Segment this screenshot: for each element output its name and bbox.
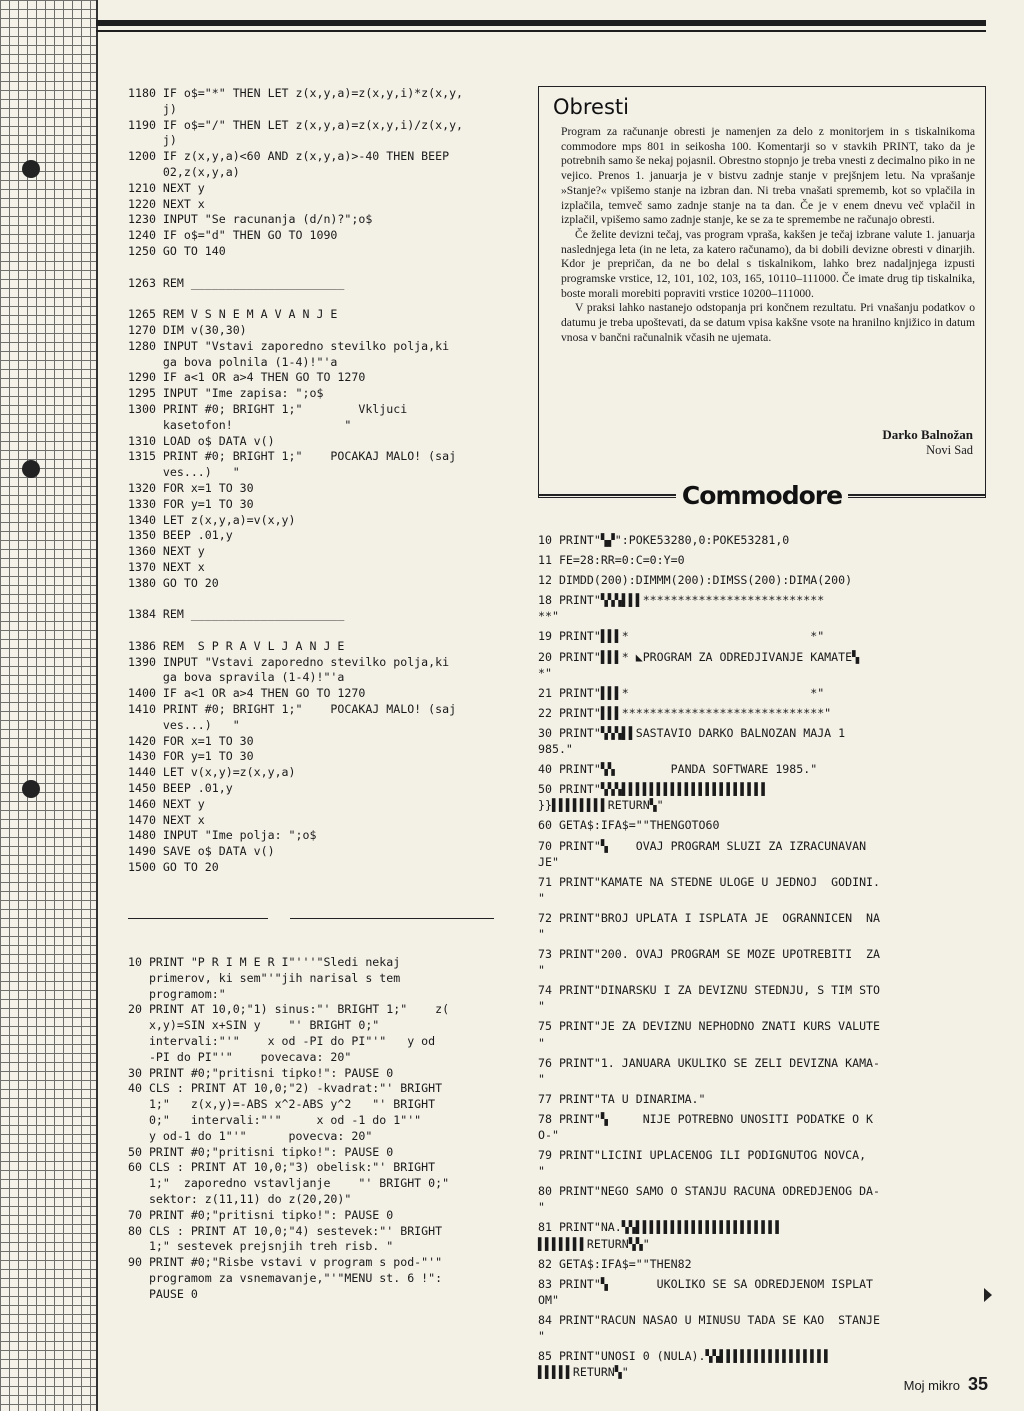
code-line: 0;" intervali:"'" x od -1 do 1"'" bbox=[128, 1112, 422, 1127]
magazine-name: Moj mikro bbox=[903, 1378, 960, 1393]
code-line: 81 PRINT"NA.▚▚▌▌▌▌▌▌▌▌▌▌▌▌▌▌▌▌▌▌▌▌▌ bbox=[538, 1220, 783, 1235]
code-line: 1500 GO TO 20 bbox=[128, 860, 219, 875]
code-line: 85 PRINT"UNOSI 0 (NULA).▚▚▌▌▌▌▌▌▌▌▌▌▌▌▌▌▌▌ bbox=[538, 1349, 832, 1364]
code-line: 1210 NEXT y bbox=[128, 180, 205, 195]
code-line: 1390 INPUT "Vstavi zaporedno stevilko polja,ki bbox=[128, 654, 450, 669]
code-line: 1220 NEXT x bbox=[128, 196, 205, 211]
article-author: Darko Balnožan bbox=[882, 427, 973, 442]
code-line: 1460 NEXT y bbox=[128, 796, 205, 811]
code-line: 1370 NEXT x bbox=[128, 559, 205, 574]
registration-dot bbox=[22, 460, 40, 478]
section-rule-left bbox=[538, 494, 676, 496]
code-line: ves...) " bbox=[128, 717, 240, 732]
section-rule-right bbox=[848, 494, 986, 496]
code-line: 1300 PRINT #0; BRIGHT 1;" Vkljuci bbox=[128, 401, 408, 416]
code-line: 1440 LET v(x,y)=z(x,y,a) bbox=[128, 765, 296, 780]
code-line: }}▌▌▌▌▌▌▌▌RETURN▚" bbox=[538, 798, 664, 813]
code-line: programom za vsnemavanje,"'"MENU st. 6 !": bbox=[128, 1270, 443, 1285]
code-line: " bbox=[538, 963, 545, 978]
code-line: 1;" sestevek prejsnjih treh risb. " bbox=[128, 1239, 394, 1254]
code-line: 72 PRINT"BROJ UPLATA I ISPLATA JE OGRANNICEN NA bbox=[538, 910, 881, 925]
code-line: 71 PRINT"KAMATE NA STEDNE ULOGE U JEDNOJ GODINI. bbox=[538, 874, 881, 889]
code-line: y od-1 do 1"'" povecva: 20" bbox=[128, 1128, 373, 1143]
code-line: 83 PRINT"▚ UKOLIKO SE SA ODREDJENOM ISPLAT bbox=[538, 1276, 874, 1291]
code-line: 1386 REM S P R A V L J A N J E bbox=[128, 638, 345, 653]
code-line: 18 PRINT"▚▚▚▌▌▌************************** bbox=[538, 593, 825, 608]
code-line: 1280 INPUT "Vstavi zaporedno stevilko polja,ki bbox=[128, 338, 450, 353]
page-footer bbox=[904, 1374, 988, 1395]
code-line: primerov, ki sem"'"jih narisal s tem bbox=[128, 970, 401, 985]
code-line: 70 PRINT"▚ OVAJ PROGRAM SLUZI ZA IZRACUNAVAN bbox=[538, 838, 867, 853]
code-line: 1310 LOAD o$ DATA v() bbox=[128, 433, 275, 448]
code-line: 1180 IF o$="*" THEN LET z(x,y,a)=z(x,y,i)*z(x,y, bbox=[128, 86, 464, 100]
code-line: 1265 REM V S N E M A V A N J E bbox=[128, 307, 338, 322]
top-rule-thick bbox=[96, 20, 986, 26]
section-label: Commodore bbox=[676, 481, 848, 510]
code-line: 80 CLS : PRINT AT 10,0;"4) sestevek:"' BRIGHT bbox=[128, 1223, 443, 1238]
code-line: OM" bbox=[538, 1292, 559, 1307]
continue-arrow-icon bbox=[984, 1288, 992, 1302]
code-line: ga bova spravila (1-4)!"'a bbox=[128, 670, 345, 685]
code-line: 80 PRINT"NEGO SAMO O STANJU RACUNA ODREDJENOG DA- bbox=[538, 1184, 881, 1199]
code-line: sektor: z(11,11) do z(20,20)" bbox=[128, 1191, 352, 1206]
article-paragraph: Program za računanje obresti je namenjen za delo z monitorjem in s tiskalnikoma commodore mps 801 in seikosha 100. Komentarji so v stavkih PRINT, tako da je potrebnih samo še nekaj pojasnil. Obrestno stopnjo je treba vnesti z decimalno piko in ne vejico. Prenos 1. januarja je v bistvu zadnje stanje v prejšnjem letu. Na vprašanje »Stanje?« vpišemo stanje na izbran dan. Ni treba vnašati sprememb, kot so vplačila in izplačila, temveč samo zadnje stanje na ta dan. Če je v enem dnevu več vplačil in izplačil, vpišemo samo zadnje stanje, ke se za te spremembe ne računajo obresti. bbox=[561, 125, 975, 227]
code-line: 60 CLS : PRINT AT 10,0;"3) obelisk:"' BRIGHT bbox=[128, 1160, 436, 1175]
code-line bbox=[128, 260, 463, 276]
code-line: 11 FE=28:RR=0:C=0:Y=0 bbox=[538, 553, 685, 568]
code-line: 1380 GO TO 20 bbox=[128, 575, 219, 590]
code-line: ▌▌▌▌▌RETURN▚" bbox=[538, 1365, 629, 1380]
code-line: 75 PRINT"JE ZA DEVIZNU NEPHODNO ZNATI KURS VALUTE bbox=[538, 1019, 881, 1034]
code-line: **" bbox=[538, 609, 559, 624]
listing-divider-left bbox=[128, 918, 268, 919]
code-line: 74 PRINT"DINARSKU I ZA DEVIZNU STEDNJU, S TIM STO bbox=[538, 983, 881, 998]
code-line: 1240 IF o$="d" THEN GO TO 1090 bbox=[128, 228, 338, 243]
article-body bbox=[561, 125, 975, 346]
code-line: JE" bbox=[538, 854, 559, 869]
code-line: 1420 FOR x=1 TO 30 bbox=[128, 733, 254, 748]
code-line: ga bova polnila (1-4)!"'a bbox=[128, 354, 338, 369]
article-paragraph: V praksi lahko nastanejo odstopanja pri končnem rezultatu. Pri vnašanju podatkov o datumu je treba upoštevati, da se datum vpisa kakšne vsote na hranilno knjižico in datum vnosa v bančni računalnik včasih ne ujemata. bbox=[561, 301, 975, 344]
page-number: 35 bbox=[967, 1374, 988, 1394]
code-line: 1470 NEXT x bbox=[128, 812, 205, 827]
code-line: 1490 SAVE o$ DATA v() bbox=[128, 844, 275, 859]
code-line: 02,z(x,y,a) bbox=[128, 164, 240, 179]
article-box bbox=[538, 86, 986, 498]
code-line: 78 PRINT"▚ NIJE POTREBNO UNOSITI PODATKE O K bbox=[538, 1111, 874, 1126]
code-line: " bbox=[538, 1200, 545, 1215]
code-line: 20 PRINT"▌▌▌* ◣PROGRAM ZA ODREDJIVANJE KAMATE▚ bbox=[538, 649, 860, 664]
code-line: 12 DIMDD(200):DIMMM(200):DIMSS(200):DIMA(200) bbox=[538, 573, 853, 588]
code-line: 1200 IF z(x,y,a)<60 AND z(x,y,a)>-40 THEN BEEP bbox=[128, 149, 450, 164]
code-line: 1360 NEXT y bbox=[128, 544, 205, 559]
code-line: 1295 INPUT "Ime zapisa: ";o$ bbox=[128, 386, 324, 401]
code-line: j) bbox=[128, 133, 177, 148]
code-line: 985." bbox=[538, 742, 573, 757]
code-line bbox=[128, 592, 463, 608]
code-line: 1290 IF a<1 OR a>4 THEN GO TO 1270 bbox=[128, 370, 366, 385]
code-line: 1350 BEEP .01,y bbox=[128, 528, 233, 543]
code-line: 40 PRINT"▚▚ PANDA SOFTWARE 1985." bbox=[538, 762, 818, 777]
code-line: ▌▌▌▌▌▌▌RETURN▚▚" bbox=[538, 1236, 650, 1251]
code-line: 20 PRINT AT 10,0;"1) sinus:"' BRIGHT 1;" z( bbox=[128, 1002, 450, 1017]
code-line: 10 PRINT"▚▞":POKE53280,0:POKE53281,0 bbox=[538, 533, 790, 547]
code-line: 1410 PRINT #0; BRIGHT 1;" POCAKAJ MALO! (saj bbox=[128, 702, 457, 717]
code-line: 1315 PRINT #0; BRIGHT 1;" POCAKAJ MALO! (saj bbox=[128, 449, 457, 464]
code-line: 1250 GO TO 140 bbox=[128, 243, 226, 258]
code-line: " bbox=[538, 1164, 545, 1179]
code-line: 1;" z(x,y)=-ABS x^2-ABS y^2 "' BRIGHT bbox=[128, 1097, 436, 1112]
code-line: 1190 IF o$="/" THEN LET z(x,y,a)=z(x,y,i)/z(x,y, bbox=[128, 117, 464, 132]
basic-listing-primeri bbox=[128, 955, 449, 1303]
registration-dot bbox=[22, 160, 40, 178]
code-line: 1400 IF a<1 OR a>4 THEN GO TO 1270 bbox=[128, 686, 366, 701]
article-paragraph: Če želite devizni tečaj, vas program vpraša, kakšen je tečaj izbrane valute 1. januarja naslednjega leta (in ne leta, za katero računamo), da bi dobili devizne obresti v dinarjih. Kdor je prepričan, da ne bo delal s tiskalnikom, lahko brez nadaljnjega izpusti programske vrstice, 12, 101, 102, 103, 165, 10110–111000. Če imate drug tip tiskalnika, boste morali morebiti popraviti vrstice 10200–111000. bbox=[561, 227, 975, 300]
article-place: Novi Sad bbox=[926, 443, 973, 457]
code-line: 50 PRINT"▚▚▚▌▌▌▌▌▌▌▌▌▌▌▌▌▌▌▌▌▌▌▌▌ bbox=[538, 782, 769, 797]
code-line: 1430 FOR y=1 TO 30 bbox=[128, 749, 254, 764]
graph-paper-margin bbox=[0, 0, 96, 1411]
code-line: 22 PRINT"▌▌▌*****************************" bbox=[538, 705, 832, 720]
code-line: " bbox=[538, 890, 545, 905]
code-line: 30 PRINT #0;"pritisni tipko!": PAUSE 0 bbox=[128, 1065, 394, 1080]
code-line bbox=[128, 623, 463, 639]
code-line: 1450 BEEP .01,y bbox=[128, 781, 233, 796]
code-line: 84 PRINT"RACUN NASAO U MINUSU TADA SE KAO STANJE bbox=[538, 1312, 881, 1327]
code-line: x,y)=SIN x+SIN y "' BRIGHT 0;" bbox=[128, 1018, 380, 1033]
code-line: 1320 FOR x=1 TO 30 bbox=[128, 480, 254, 495]
section-header-commodore bbox=[538, 478, 986, 512]
code-line: j) bbox=[128, 101, 177, 116]
code-line: 1330 FOR y=1 TO 30 bbox=[128, 496, 254, 511]
code-line: programom:" bbox=[128, 986, 226, 1001]
code-line: 10 PRINT "P R I M E R I"'''"Sledi nekaj bbox=[128, 955, 401, 969]
basic-listing-commodore bbox=[538, 528, 880, 1380]
code-line: 19 PRINT"▌▌▌* *" bbox=[538, 629, 825, 644]
code-line: 76 PRINT"1. JANUARA UKULIKO SE ZELI DEVIZNA KAMA- bbox=[538, 1055, 881, 1070]
code-line: 30 PRINT"▚▚▚▌▌SASTAVIO DARKO BALNOZAN MAJA 1 bbox=[538, 725, 846, 740]
code-line: " bbox=[538, 1035, 545, 1050]
code-line: 40 CLS : PRINT AT 10,0;"2) -kvadrat:"' BRIGHT bbox=[128, 1081, 443, 1096]
listing-divider-right bbox=[290, 918, 494, 919]
code-line: 1480 INPUT "Ime polja: ";o$ bbox=[128, 828, 317, 843]
code-line: 60 GETA$:IFA$=""THENGOTO60 bbox=[538, 818, 720, 833]
code-line: O-" bbox=[538, 1128, 559, 1142]
basic-listing-spectrum-part1 bbox=[128, 86, 463, 876]
code-line bbox=[128, 291, 463, 307]
code-line: 82 GETA$:IFA$=""THEN82 bbox=[538, 1256, 692, 1271]
code-line: 1384 REM ______________________ bbox=[128, 607, 345, 622]
code-line: " bbox=[538, 1071, 545, 1086]
code-line: 1263 REM ______________________ bbox=[128, 275, 345, 290]
code-line: 77 PRINT"TA U DINARIMA." bbox=[538, 1091, 706, 1106]
code-line: -PI do PI"'" povecava: 20" bbox=[128, 1049, 352, 1064]
code-line: 1;" zaporedno vstavljanje "' BRIGHT 0;" bbox=[128, 1176, 450, 1191]
code-line: " bbox=[538, 1329, 545, 1344]
code-line: 1270 DIM v(30,30) bbox=[128, 322, 247, 337]
code-line: 70 PRINT #0;"pritisni tipko!": PAUSE 0 bbox=[128, 1207, 394, 1222]
top-rule-thin bbox=[96, 30, 986, 32]
code-line: 73 PRINT"200. OVAJ PROGRAM SE MOZE UPOTREBITI ZA bbox=[538, 947, 881, 962]
code-line: kasetofon! " bbox=[128, 417, 352, 432]
code-line: 90 PRINT #0;"Risbe vstavi v program s pod-"'" bbox=[128, 1255, 443, 1270]
code-line: 1340 LET z(x,y,a)=v(x,y) bbox=[128, 512, 296, 527]
code-line: " bbox=[538, 926, 545, 941]
code-line: 79 PRINT"LICINI UPLACENOG ILI PODIGNUTOG NOVCA, bbox=[538, 1148, 867, 1163]
code-line: 50 PRINT #0;"pritisni tipko!": PAUSE 0 bbox=[128, 1144, 394, 1159]
code-line: " bbox=[538, 999, 545, 1014]
code-line: 1230 INPUT "Se racunanja (d/n)?";o$ bbox=[128, 212, 373, 227]
margin-edge-line bbox=[96, 0, 98, 1411]
article-title: Obresti bbox=[553, 95, 629, 119]
code-line: *" bbox=[538, 665, 552, 680]
code-line: ves...) " bbox=[128, 465, 240, 480]
code-line: 21 PRINT"▌▌▌* *" bbox=[538, 685, 825, 700]
registration-dot bbox=[22, 780, 40, 798]
code-line: intervali:"'" x od -PI do PI"'" y od bbox=[128, 1033, 436, 1048]
code-line: PAUSE 0 bbox=[128, 1286, 198, 1301]
